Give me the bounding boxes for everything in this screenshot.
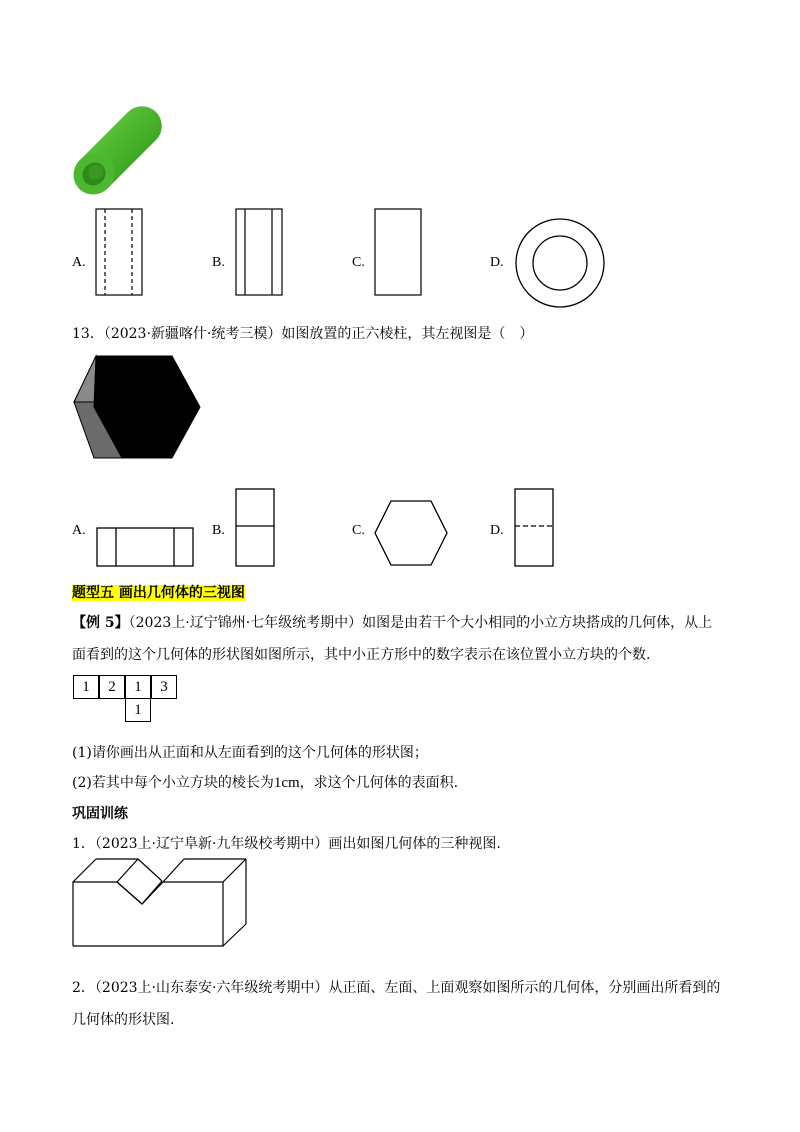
- q12-option-b: B.: [212, 255, 225, 270]
- example5-part1: (1)请你画出从正面和从左面看到的这个几何体的形状图；: [72, 745, 428, 761]
- grid-cell: 1: [125, 698, 151, 722]
- q12-option-b-figure: [235, 208, 285, 298]
- part2-unit: 1cm: [273, 775, 300, 791]
- hexagonal-prism-figure: [72, 352, 212, 462]
- example5-line1: [72, 613, 712, 633]
- q12-option-a-figure: [95, 208, 145, 298]
- q12-option-c: C.: [352, 255, 365, 270]
- q12-option-d: D.: [490, 255, 504, 270]
- grid-cell: 2: [99, 675, 125, 699]
- example5-tag: 【例 5】: [72, 615, 129, 631]
- practice-item2-line1: 2．（2023上·山东泰安·六年级统考期中）从正面、左面、上面观察如图所示的几何体，分别画出所看到的: [72, 980, 721, 996]
- grid-cell: 1: [125, 675, 151, 699]
- q13-option-a-figure: [96, 527, 196, 569]
- grid-cell: 3: [151, 675, 177, 699]
- v-notch-solid-figure: [72, 858, 252, 953]
- practice-title: 巩固训练: [72, 806, 128, 822]
- q12-option-a: A.: [72, 255, 86, 270]
- practice-item2-line2: 几何体的形状图.: [72, 1012, 175, 1028]
- example5-part2: [72, 773, 458, 793]
- practice-item1: 1．（2023上·辽宁阜新·九年级校考期中）画出如图几何体的三种视图.: [72, 836, 501, 852]
- section-title-text: 题型五 画出几何体的三视图: [72, 585, 245, 601]
- green-tube-figure: [70, 100, 170, 200]
- q13-option-d: D.: [490, 523, 504, 538]
- example5-text-line1: （2023上·辽宁锦州·七年级统考期中）如图是由若干个大小相同的小立方块搭成的几何体，从上: [128, 615, 713, 631]
- q12-option-d-figure: [510, 213, 610, 313]
- q13-option-b: B.: [212, 523, 225, 538]
- top-view-grid: [73, 675, 183, 725]
- part2-pre: (2)若其中每个小立方块的棱长为: [72, 775, 274, 791]
- example5-line2: 面看到的这个几何体的形状图如图所示，其中小正方形中的数字表示在该位置小立方块的个数.: [72, 647, 651, 663]
- grid-cell: 1: [73, 675, 99, 699]
- q13-stem: 13．（2023·新疆喀什·统考三模）如图放置的正六棱柱，其左视图是（ ）: [72, 326, 534, 342]
- q13-option-c: C.: [352, 523, 365, 538]
- section-title: [72, 583, 245, 603]
- q13-option-b-figure: [235, 488, 277, 568]
- q12-option-c-figure: [374, 208, 424, 298]
- part2-post: ，求这个几何体的表面积.: [299, 775, 459, 791]
- q13-option-a: A.: [72, 523, 86, 538]
- q13-option-d-figure: [514, 488, 556, 568]
- q13-option-c-figure: [374, 500, 450, 566]
